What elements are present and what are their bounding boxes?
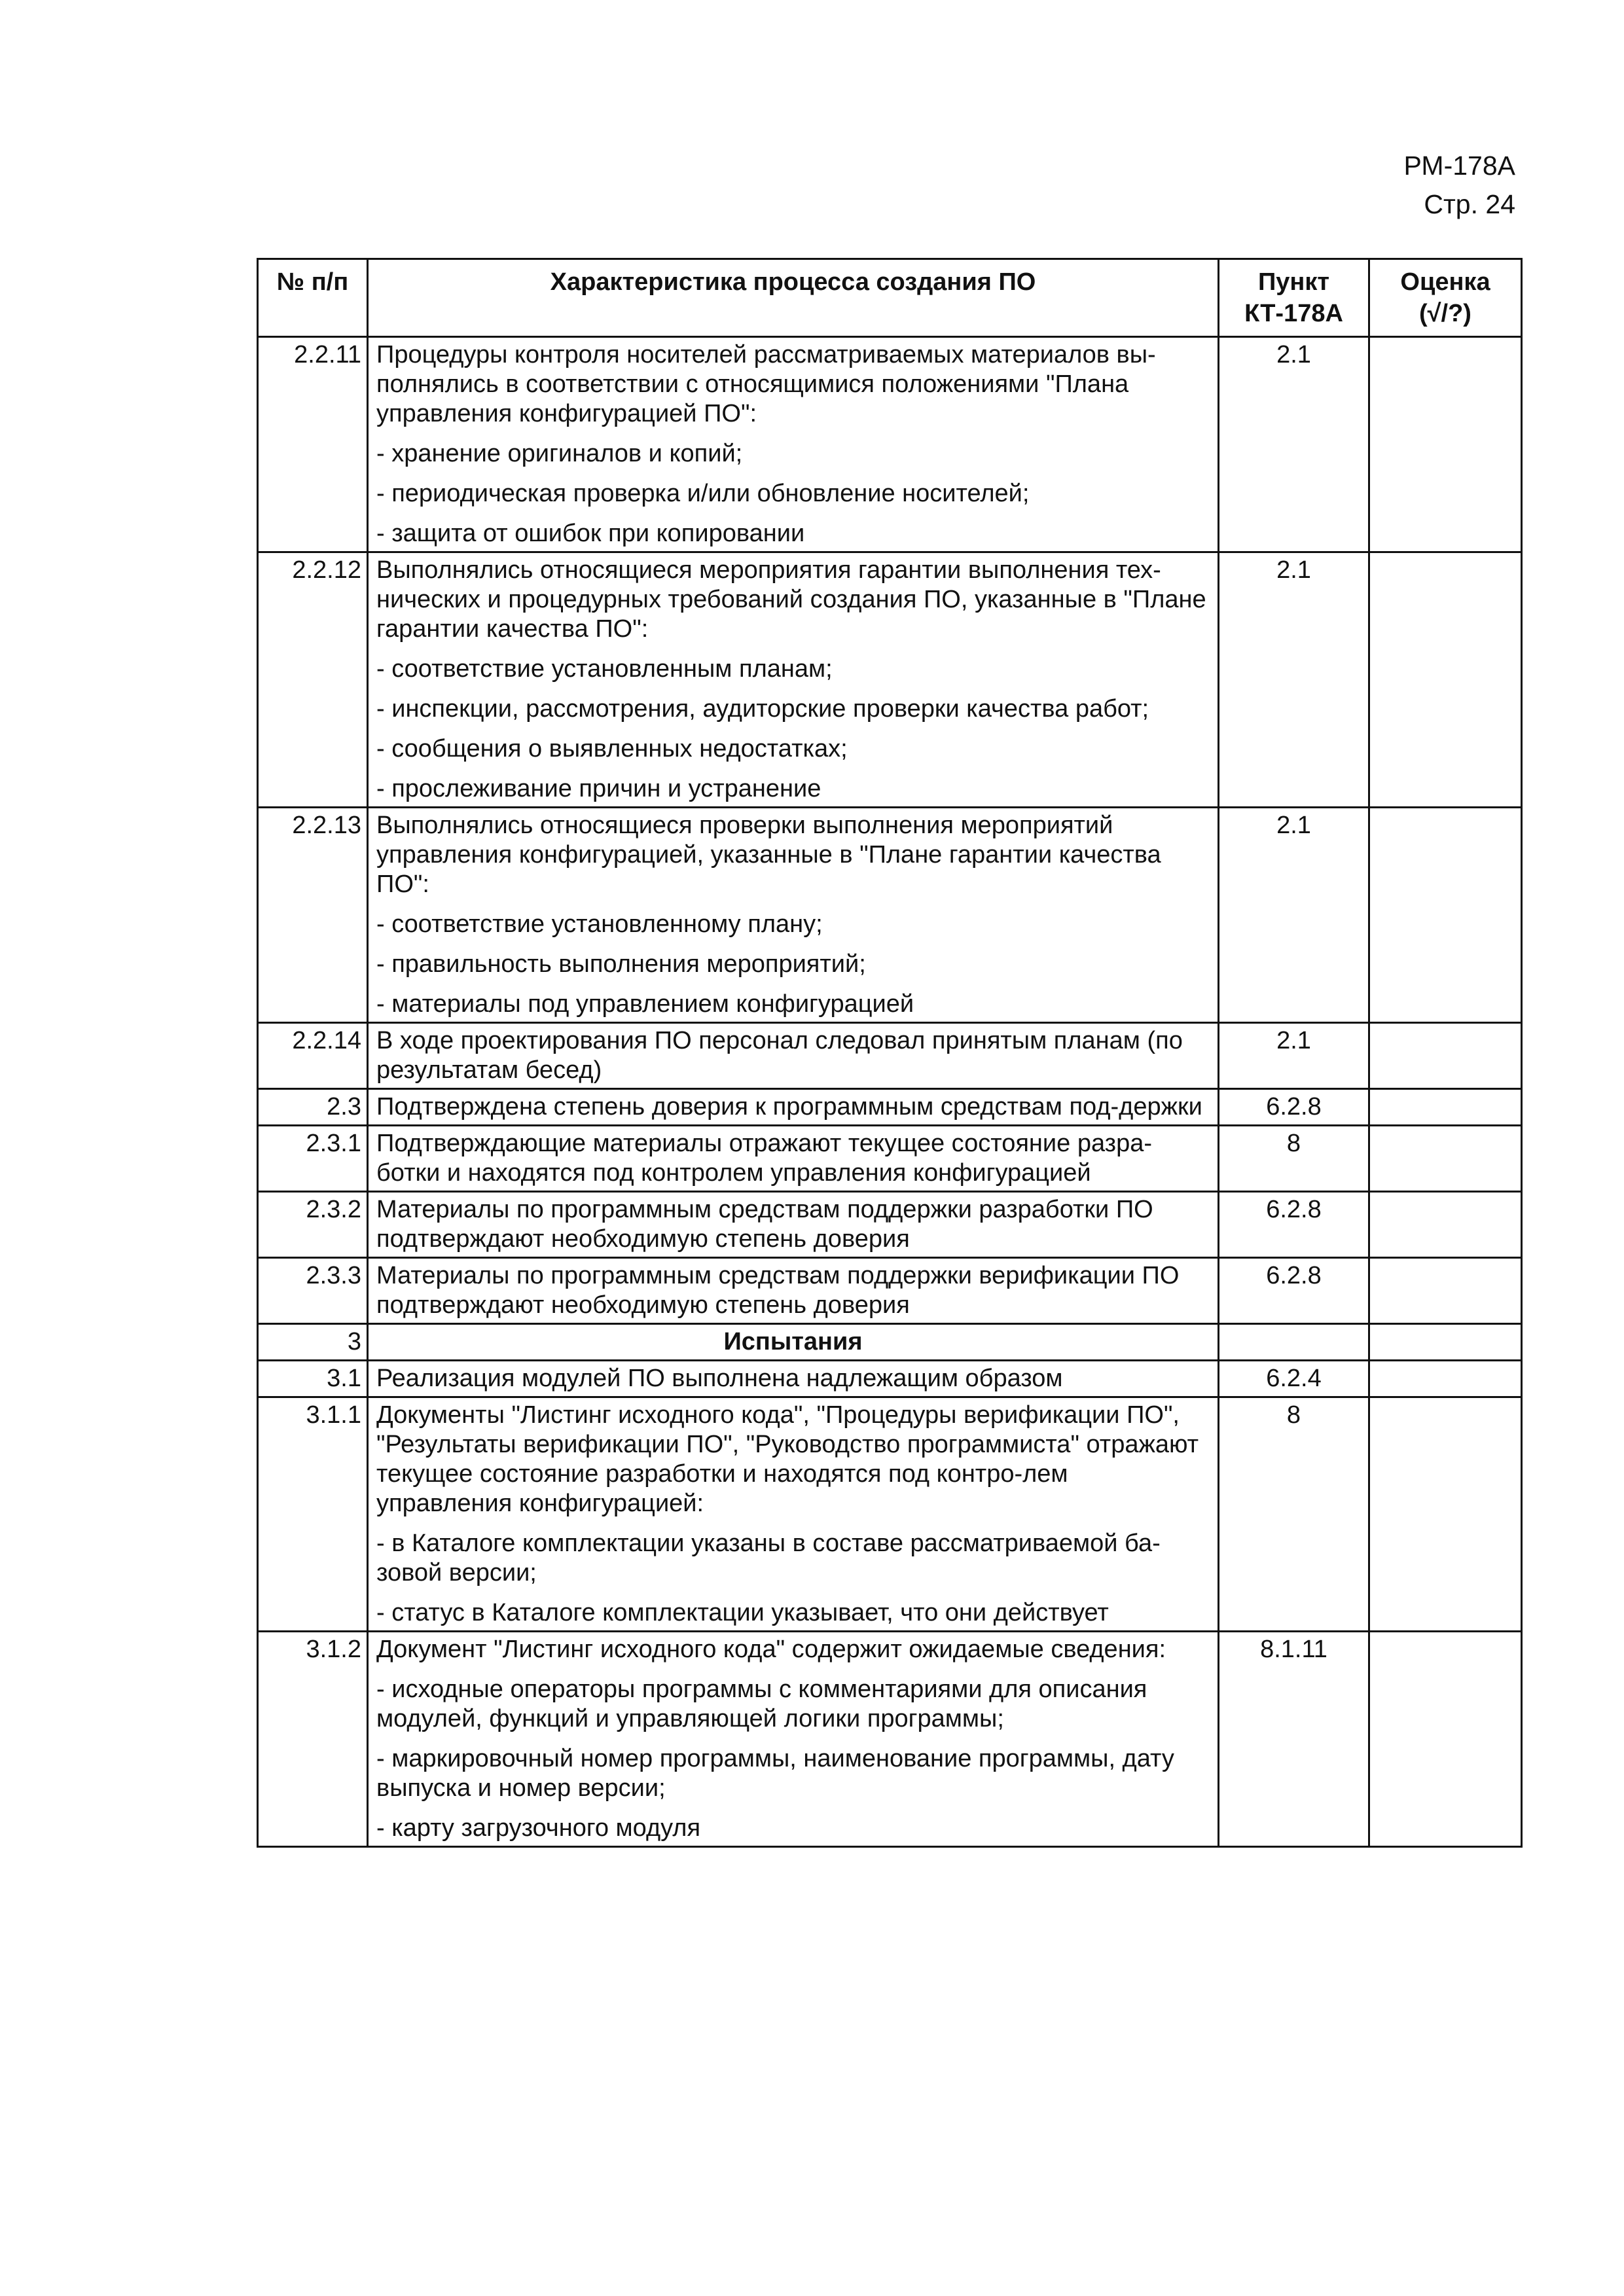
characteristic-text: Документ "Листинг исходного кода" содержит ожидаемые сведения: <box>376 1636 1166 1663</box>
item-number: 2.3.2 <box>258 1192 368 1258</box>
clause-reference: 6.2.8 <box>1219 1089 1369 1126</box>
characteristic-subitem: - статус в Каталоге комплектации указывает, что они действует <box>376 1599 1109 1626</box>
item-number: 3 <box>258 1324 368 1361</box>
characteristic-subitem: - материалы под управлением конфигурацией <box>376 990 914 1018</box>
characteristic-subitem: - периодическая проверка и/или обновление носителей; <box>376 480 1030 507</box>
table-row <box>258 808 1522 1023</box>
characteristic-subitem: - соответствие установленному плану; <box>376 910 823 938</box>
clause-reference: 2.1 <box>1219 1023 1369 1089</box>
characteristic-cell <box>368 1023 1219 1089</box>
characteristic-cell <box>368 808 1219 1023</box>
column-header-characteristic: Характеристика процесса создания ПО <box>368 259 1219 337</box>
section-title: Испытания <box>723 1328 863 1355</box>
characteristic-cell <box>368 1324 1219 1361</box>
score-cell <box>1369 1089 1522 1126</box>
clause-reference: 8.1.11 <box>1219 1632 1369 1847</box>
document-code: РМ-178А <box>1403 151 1515 181</box>
clause-reference: 8 <box>1219 1397 1369 1632</box>
characteristic-subitem: - исходные операторы программы с комментариями для описания модулей, функций и управляющей логики программы; <box>376 1676 1147 1732</box>
table-body <box>258 337 1522 1847</box>
section-row <box>258 1324 1522 1361</box>
clause-reference: 8 <box>1219 1126 1369 1192</box>
characteristic-cell <box>368 1126 1219 1192</box>
characteristic-text: Выполнялись относящиеся проверки выполнения мероприятий управления конфигурацией, указанные в "Плане гарантии качества ПО": <box>376 812 1161 898</box>
characteristic-cell <box>368 1361 1219 1397</box>
characteristic-subitem: - прослеживание причин и устранение <box>376 775 821 802</box>
characteristic-text: Реализация модулей ПО выполнена надлежащим образом <box>376 1365 1063 1392</box>
table-row <box>258 337 1522 552</box>
characteristic-subitem: - в Каталоге комплектации указаны в составе рассматриваемой ба-зовой версии; <box>376 1530 1161 1587</box>
score-cell <box>1369 1258 1522 1324</box>
item-number: 2.3.3 <box>258 1258 368 1324</box>
characteristic-cell <box>368 1632 1219 1847</box>
clause-reference: 2.1 <box>1219 808 1369 1023</box>
table-row <box>258 1192 1522 1258</box>
score-cell <box>1369 1192 1522 1258</box>
score-cell <box>1369 1324 1522 1361</box>
table-row <box>258 1089 1522 1126</box>
clause-reference: 6.2.4 <box>1219 1361 1369 1397</box>
table-row <box>258 1397 1522 1632</box>
assessment-table <box>257 258 1523 1848</box>
table-row <box>258 1258 1522 1324</box>
characteristic-text: Документы "Листинг исходного кода", "Процедуры верификации ПО", "Результаты верификации ПО", "Руководство программиста" отражают текущее состояние разработки и находятся под контро-лем управления конфигурацией: <box>376 1401 1199 1517</box>
score-cell <box>1369 808 1522 1023</box>
characteristic-subitem: - соответствие установленным планам; <box>376 655 833 683</box>
table-row <box>258 552 1522 808</box>
characteristic-subitem: - защита от ошибок при копировании <box>376 520 805 547</box>
clause-reference <box>1219 1324 1369 1361</box>
table-row <box>258 1361 1522 1397</box>
table-header-row <box>258 259 1522 337</box>
page-number: Стр. 24 <box>1424 189 1515 219</box>
characteristic-text: В ходе проектирования ПО персонал следовал принятым планам (по результатам бесед) <box>376 1027 1183 1084</box>
characteristic-cell <box>368 552 1219 808</box>
column-header-score: Оценка (√/?) <box>1369 259 1522 337</box>
characteristic-text: Материалы по программным средствам поддержки верификации ПО подтверждают необходимую степень доверия <box>376 1262 1180 1319</box>
characteristic-cell <box>368 1258 1219 1324</box>
item-number: 2.3.1 <box>258 1126 368 1192</box>
item-number: 3.1 <box>258 1361 368 1397</box>
clause-reference: 2.1 <box>1219 337 1369 552</box>
score-cell <box>1369 1632 1522 1847</box>
characteristic-text: Выполнялись относящиеся мероприятия гарантии выполнения тех-нических и процедурных требований создания ПО, указанные в "Плане гарантии качества ПО": <box>376 556 1206 643</box>
characteristic-subitem: - хранение оригиналов и копий; <box>376 440 743 467</box>
item-number: 3.1.2 <box>258 1632 368 1847</box>
characteristic-cell <box>368 1192 1219 1258</box>
characteristic-cell <box>368 1397 1219 1632</box>
characteristic-subitem: - карту загрузочного модуля <box>376 1814 701 1842</box>
characteristic-text: Процедуры контроля носителей рассматриваемых материалов вы-полнялись в соответствии с относящимися положениями "Плана управления конфигурацией ПО": <box>376 341 1156 427</box>
characteristic-subitem: - сообщения о выявленных недостатках; <box>376 735 848 762</box>
clause-reference: 2.1 <box>1219 552 1369 808</box>
table-row <box>258 1126 1522 1192</box>
clause-reference: 6.2.8 <box>1219 1192 1369 1258</box>
score-cell <box>1369 1361 1522 1397</box>
characteristic-text: Подтверждающие материалы отражают текущее состояние разра-ботки и находятся под контролем управления конфигурацией <box>376 1130 1153 1187</box>
score-cell <box>1369 337 1522 552</box>
score-cell <box>1369 1397 1522 1632</box>
table-row <box>258 1632 1522 1847</box>
item-number: 2.2.14 <box>258 1023 368 1089</box>
characteristic-subitem: - маркировочный номер программы, наименование программы, дату выпуска и номер версии; <box>376 1745 1174 1802</box>
item-number: 2.3 <box>258 1089 368 1126</box>
characteristic-cell <box>368 1089 1219 1126</box>
score-cell <box>1369 552 1522 808</box>
column-header-clause: Пункт КТ-178А <box>1219 259 1369 337</box>
item-number: 2.2.11 <box>258 337 368 552</box>
characteristic-cell <box>368 337 1219 552</box>
item-number: 2.2.12 <box>258 552 368 808</box>
clause-reference: 6.2.8 <box>1219 1258 1369 1324</box>
item-number: 2.2.13 <box>258 808 368 1023</box>
characteristic-subitem: - инспекции, рассмотрения, аудиторские проверки качества работ; <box>376 695 1149 723</box>
characteristic-text: Материалы по программным средствам поддержки разработки ПО подтверждают необходимую степень доверия <box>376 1196 1153 1253</box>
characteristic-subitem: - правильность выполнения мероприятий; <box>376 950 866 978</box>
item-number: 3.1.1 <box>258 1397 368 1632</box>
column-header-number: № п/п <box>258 259 368 337</box>
characteristic-text: Подтверждена степень доверия к программным средствам под-держки <box>376 1093 1202 1121</box>
table-row <box>258 1023 1522 1089</box>
score-cell <box>1369 1126 1522 1192</box>
score-cell <box>1369 1023 1522 1089</box>
